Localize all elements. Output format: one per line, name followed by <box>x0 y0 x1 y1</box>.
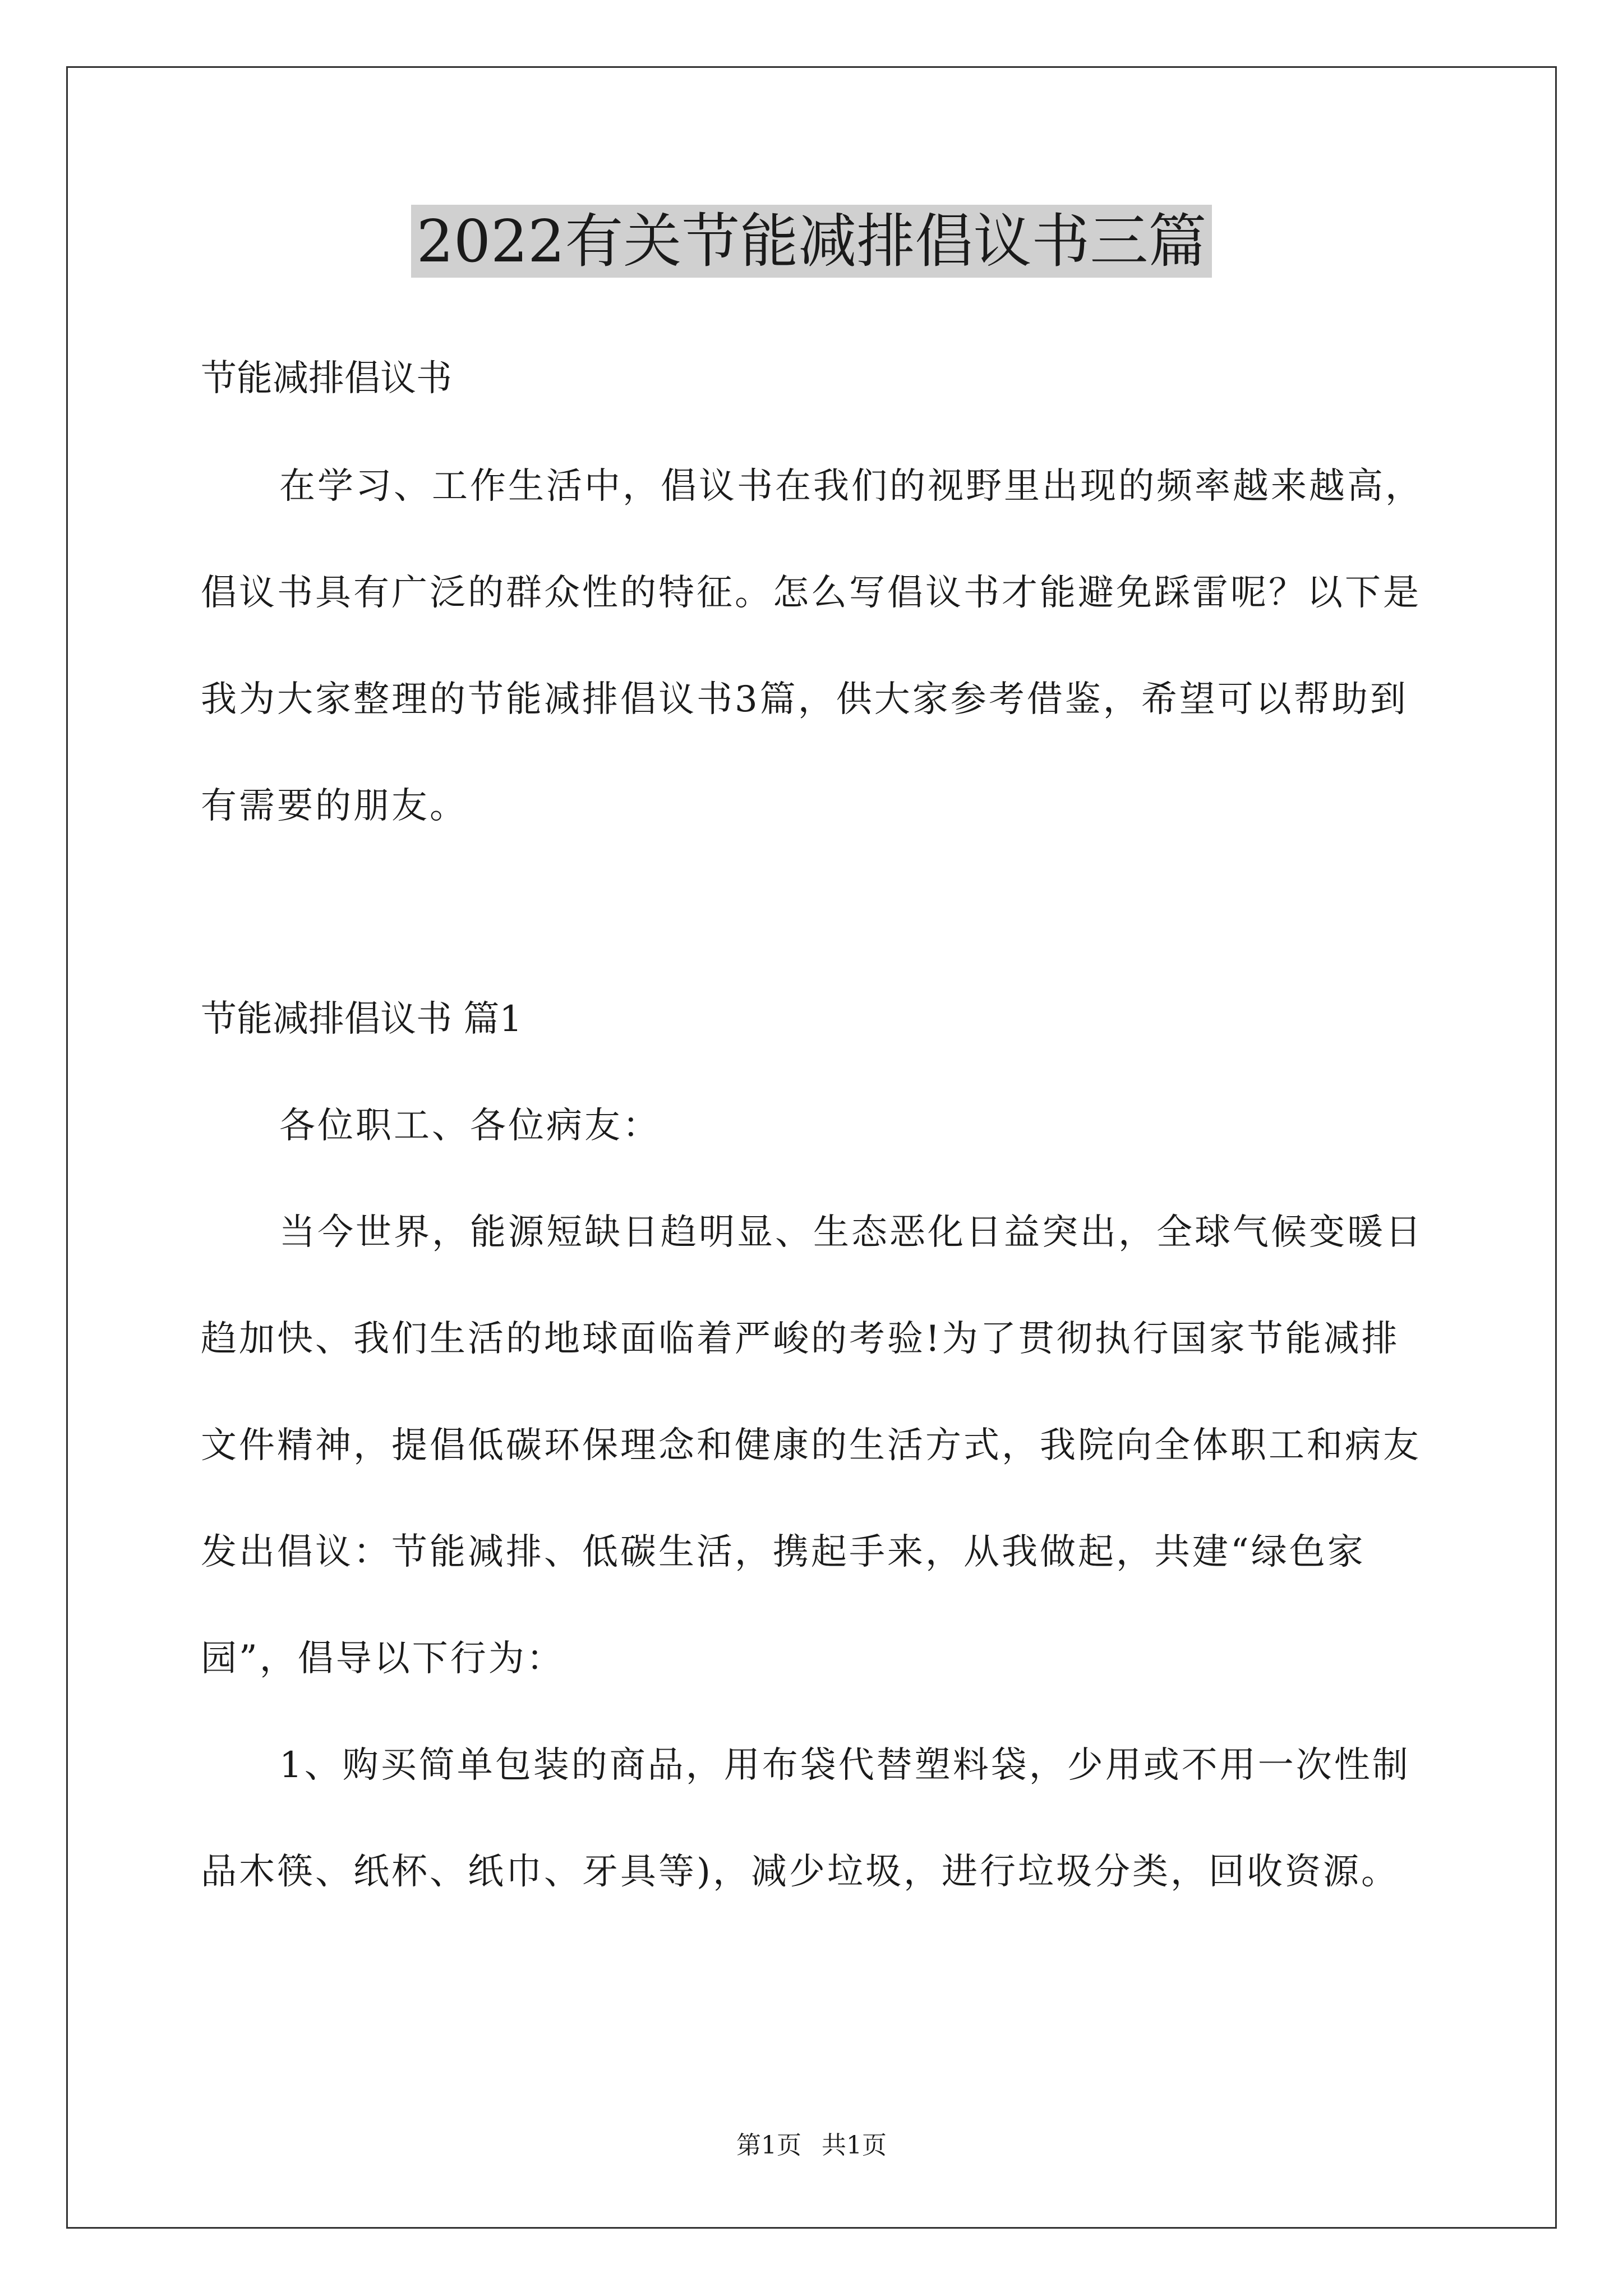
document-title <box>0 205 1623 278</box>
salutation: 各位职工、各位病友： <box>279 1105 661 1147</box>
body-paragraph: 当今世界，能源短缺日趋明显、生态恶化日益突出，全球气候变暖日趋加快、我们生活的地球面临着严峻的考验!为了贯彻执行国家节能减排文件精神，提倡低碳环保理念和健康的生活方式，我院向全体职工和病友发出倡议：节能减排、低碳生活，携起手来，从我做起，共建“绿色家园”，倡导以下行为： <box>201 1212 1423 1680</box>
section-1-heading: 节能减排倡议书 篇1 <box>201 999 523 1040</box>
document-title-text: 2022有关节能减排倡议书三篇 <box>411 205 1212 278</box>
list-item-1: 1、购买简单包装的商品，用布袋代替塑料袋，少用或不用一次性制品木筷、纸杯、纸巾、牙具等)，减少垃圾，进行垃圾分类，回收资源。 <box>201 1745 1410 1893</box>
intro-paragraph: 在学习、工作生活中，倡议书在我们的视野里出现的频率越来越高，倡议书具有广泛的群众性的特征。怎么写倡议书才能避免踩雷呢？以下是我为大家整理的节能减排倡议书3篇，供大家参考借鉴，希望可以帮助到有需要的朋友。 <box>201 466 1423 827</box>
page-total: 共1页 <box>822 2131 887 2160</box>
intro-heading: 节能减排倡议书 <box>201 358 452 399</box>
page-footer <box>0 2129 1623 2162</box>
page-number: 第1页 <box>736 2131 801 2160</box>
